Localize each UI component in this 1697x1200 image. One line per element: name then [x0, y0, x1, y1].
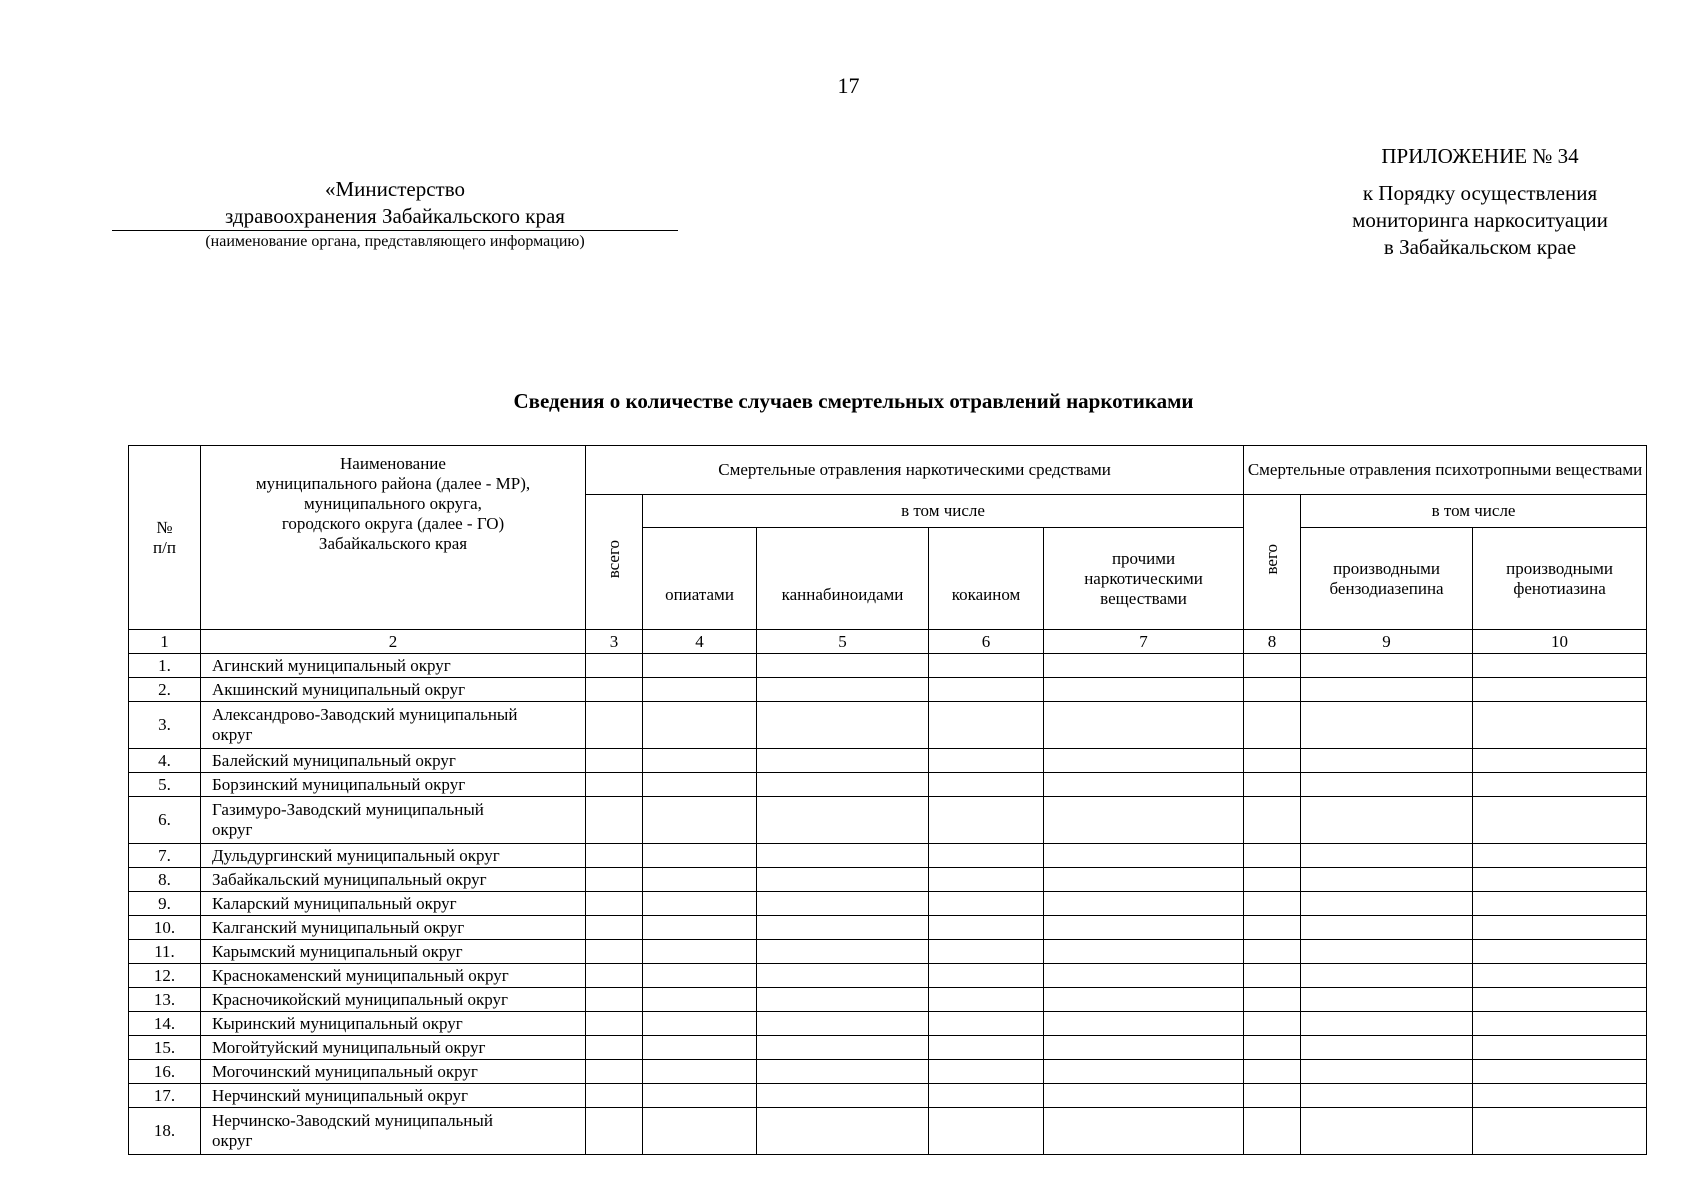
data-cell[interactable] — [586, 654, 643, 678]
column-number: 4 — [643, 630, 757, 654]
data-cell[interactable] — [1301, 1084, 1473, 1108]
column-number: 7 — [1044, 630, 1244, 654]
row-name-line: Краснокаменский муниципальный округ — [212, 965, 509, 985]
data-cell[interactable] — [1473, 940, 1647, 964]
data-cell[interactable] — [643, 892, 757, 916]
appendix-line3: в Забайкальском крае — [1383, 235, 1577, 259]
data-cell[interactable] — [586, 678, 643, 702]
header-num-cell — [129, 446, 201, 630]
data-cell[interactable] — [929, 940, 1044, 964]
data-cell[interactable] — [757, 988, 929, 1012]
table-row — [129, 654, 1647, 678]
data-cell[interactable] — [1044, 964, 1244, 988]
appendix-line1: к Порядку осуществления — [1362, 181, 1598, 205]
table-row — [129, 868, 1647, 892]
data-cell[interactable] — [1244, 749, 1301, 773]
data-cell[interactable] — [586, 1036, 643, 1060]
data-cell[interactable] — [757, 773, 929, 797]
table-row — [129, 964, 1647, 988]
row-number: 9. — [129, 892, 201, 916]
row-number: 5. — [129, 773, 201, 797]
header-phenothiazine-cell — [1473, 528, 1647, 630]
data-cell[interactable] — [586, 940, 643, 964]
row-name-cell — [201, 1036, 586, 1060]
header-phenothiazine-line: фенотиазина — [1513, 578, 1606, 598]
data-cell[interactable] — [643, 988, 757, 1012]
data-cell[interactable] — [1301, 1036, 1473, 1060]
page-number: 17 — [837, 73, 860, 98]
data-cell[interactable] — [1301, 702, 1473, 749]
data-cell[interactable] — [757, 916, 929, 940]
data-cell[interactable] — [1301, 868, 1473, 892]
data-cell[interactable] — [586, 1084, 643, 1108]
row-name-line: Калганский муниципальный округ — [212, 917, 465, 937]
data-cell[interactable] — [929, 773, 1044, 797]
column-number: 9 — [1301, 630, 1473, 654]
data-cell[interactable] — [929, 797, 1044, 844]
data-cell[interactable] — [757, 797, 929, 844]
data-cell[interactable] — [643, 940, 757, 964]
data-cell[interactable] — [1244, 1060, 1301, 1084]
data-cell[interactable] — [929, 988, 1044, 1012]
data-cell[interactable] — [1473, 1012, 1647, 1036]
data-cell[interactable] — [586, 964, 643, 988]
data-cell[interactable] — [929, 1108, 1044, 1155]
row-name-line: Могочинский муниципальный округ — [212, 1061, 478, 1081]
header-total-narcotic: всего — [604, 540, 623, 579]
row-name-cell — [201, 678, 586, 702]
table-row — [129, 844, 1647, 868]
table-row — [129, 797, 1647, 844]
row-name-cell — [201, 1012, 586, 1036]
data-cell[interactable] — [1301, 654, 1473, 678]
row-number: 2. — [129, 678, 201, 702]
data-cell[interactable] — [1301, 892, 1473, 916]
header-name-line: городского округа (далее - ГО) — [281, 514, 505, 533]
appendix-block — [1240, 143, 1697, 261]
row-number: 3. — [129, 702, 201, 749]
data-cell[interactable] — [1244, 797, 1301, 844]
data-cell[interactable] — [1244, 1108, 1301, 1155]
data-cell[interactable] — [586, 988, 643, 1012]
data-cell[interactable] — [1301, 773, 1473, 797]
data-cell[interactable] — [1301, 988, 1473, 1012]
row-number: 18. — [129, 1108, 201, 1155]
data-cell[interactable] — [1301, 916, 1473, 940]
data-cell[interactable] — [586, 844, 643, 868]
issuing-body-block — [112, 176, 678, 252]
data-cell[interactable] — [1473, 678, 1647, 702]
data-cell[interactable] — [1044, 1012, 1244, 1036]
data-cell[interactable] — [1044, 773, 1244, 797]
data-cell[interactable] — [1244, 773, 1301, 797]
row-number: 6. — [129, 797, 201, 844]
data-cell[interactable] — [1244, 654, 1301, 678]
data-cell[interactable] — [1244, 1036, 1301, 1060]
data-cell[interactable] — [586, 797, 643, 844]
row-number: 17. — [129, 1084, 201, 1108]
row-number: 1. — [129, 654, 201, 678]
data-cell[interactable] — [1473, 844, 1647, 868]
data-cell[interactable] — [586, 916, 643, 940]
column-number: 5 — [757, 630, 929, 654]
data-cell[interactable] — [1301, 749, 1473, 773]
row-name-line: Агинский муниципальный округ — [212, 655, 451, 675]
data-cell[interactable] — [1044, 916, 1244, 940]
data-cell[interactable] — [1301, 678, 1473, 702]
data-cell[interactable] — [1044, 844, 1244, 868]
table-row — [129, 988, 1647, 1012]
header-benzodiazepine-cell — [1301, 528, 1473, 630]
table-row — [129, 1108, 1647, 1155]
row-name-cell — [201, 1060, 586, 1084]
data-cell[interactable] — [1044, 1060, 1244, 1084]
data-cell[interactable] — [1044, 1036, 1244, 1060]
row-name-line: Кыринский муниципальный округ — [212, 1013, 463, 1033]
data-cell[interactable] — [586, 1060, 643, 1084]
data-cell[interactable] — [586, 868, 643, 892]
table-row — [129, 892, 1647, 916]
row-name-cell — [201, 844, 586, 868]
data-cell[interactable] — [1473, 773, 1647, 797]
data-cell[interactable] — [643, 773, 757, 797]
data-cell[interactable] — [1301, 797, 1473, 844]
column-number: 2 — [201, 630, 586, 654]
data-cell[interactable] — [1044, 678, 1244, 702]
data-cell[interactable] — [1044, 1108, 1244, 1155]
header-narcotic-group: Смертельные отравления наркотическими средствами — [586, 446, 1244, 495]
row-name-cell — [201, 868, 586, 892]
header-benzodiazepine-line: бензодиазепина — [1329, 578, 1444, 598]
poisoning-cases-table — [128, 445, 1647, 1155]
header-other-cell — [1044, 528, 1244, 630]
row-name-line: Балейский муниципальный округ — [212, 750, 456, 770]
row-name-cell — [201, 940, 586, 964]
header-total-narcotic-cell — [586, 495, 643, 630]
data-cell[interactable] — [586, 892, 643, 916]
data-cell[interactable] — [1044, 868, 1244, 892]
data-cell[interactable] — [643, 916, 757, 940]
data-cell[interactable] — [757, 1108, 929, 1155]
data-cell[interactable] — [1301, 1012, 1473, 1036]
table-row — [129, 749, 1647, 773]
header-name-line: Наименование — [340, 454, 446, 473]
row-name-cell — [201, 797, 586, 844]
row-name-cell — [201, 654, 586, 678]
data-cell[interactable] — [1473, 1108, 1647, 1155]
data-cell[interactable] — [1473, 1060, 1647, 1084]
row-name-line: Борзинский муниципальный округ — [212, 774, 466, 794]
data-cell[interactable] — [643, 844, 757, 868]
row-number: 11. — [129, 940, 201, 964]
data-cell[interactable] — [757, 844, 929, 868]
data-cell[interactable] — [1244, 916, 1301, 940]
data-cell[interactable] — [1044, 702, 1244, 749]
data-cell[interactable] — [1044, 1084, 1244, 1108]
table-row — [129, 1012, 1647, 1036]
data-cell[interactable] — [1044, 797, 1244, 844]
data-cell[interactable] — [586, 1108, 643, 1155]
header-cannabinoids: каннабиноидами — [757, 528, 929, 630]
data-cell[interactable] — [757, 1036, 929, 1060]
data-cell[interactable] — [929, 1012, 1044, 1036]
column-number: 6 — [929, 630, 1044, 654]
appendix-title: ПРИЛОЖЕНИЕ № 34 — [1381, 144, 1579, 168]
data-cell[interactable] — [929, 749, 1044, 773]
row-name-line: Могойтуйский муниципальный округ — [212, 1037, 486, 1057]
header-num-line: № — [156, 517, 173, 537]
data-cell[interactable] — [1301, 1108, 1473, 1155]
table-row — [129, 702, 1647, 749]
data-cell[interactable] — [757, 654, 929, 678]
row-name-cell — [201, 1084, 586, 1108]
data-cell[interactable] — [643, 964, 757, 988]
appendix-line2: мониторинга наркоситуации — [1352, 208, 1608, 232]
data-cell[interactable] — [643, 1108, 757, 1155]
data-cell[interactable] — [586, 702, 643, 749]
row-name-line: Александрово-Заводский муниципальный — [212, 705, 518, 724]
data-cell[interactable] — [1044, 940, 1244, 964]
data-cell[interactable] — [643, 678, 757, 702]
header-psychotropic-group: Смертельные отравления психотропными веществами — [1244, 446, 1647, 495]
data-cell[interactable] — [1473, 702, 1647, 749]
data-cell[interactable] — [757, 940, 929, 964]
table-row — [129, 1084, 1647, 1108]
issuing-body-line2: здравоохранения Забайкальского края — [112, 203, 678, 231]
data-cell[interactable] — [1044, 654, 1244, 678]
header-phenothiazine-line: производными — [1506, 558, 1613, 578]
header-num-line: п/п — [153, 537, 176, 557]
header-total-psychotropic: вего — [1262, 544, 1282, 575]
data-cell[interactable] — [1473, 1084, 1647, 1108]
header-including-narcotic: в том числе — [643, 495, 1244, 528]
header-including-psychotropic: в том числе — [1301, 495, 1647, 528]
data-cell[interactable] — [1473, 916, 1647, 940]
data-cell[interactable] — [929, 678, 1044, 702]
data-cell[interactable] — [643, 702, 757, 749]
data-cell[interactable] — [1473, 964, 1647, 988]
header-name-line: муниципального района (далее - МР), — [255, 474, 531, 493]
row-name-cell — [201, 964, 586, 988]
header-name-line: муниципального округа, — [304, 494, 482, 513]
data-cell[interactable] — [586, 1012, 643, 1036]
data-cell[interactable] — [586, 749, 643, 773]
header-name-cell — [201, 446, 586, 630]
data-cell[interactable] — [929, 868, 1044, 892]
data-cell[interactable] — [1244, 678, 1301, 702]
data-cell[interactable] — [1244, 702, 1301, 749]
data-cell[interactable] — [1473, 654, 1647, 678]
row-name-cell — [201, 1108, 586, 1155]
data-cell[interactable] — [1473, 892, 1647, 916]
column-number: 1 — [129, 630, 201, 654]
header-name-line: Забайкальского края — [318, 534, 468, 553]
header-total-psychotropic-cell — [1244, 495, 1301, 630]
data-cell[interactable] — [757, 678, 929, 702]
data-cell[interactable] — [1244, 844, 1301, 868]
row-name-line: Газимуро-Заводский муниципальный — [212, 800, 484, 819]
data-cell[interactable] — [929, 654, 1044, 678]
data-cell[interactable] — [757, 1012, 929, 1036]
data-cell[interactable] — [929, 1060, 1044, 1084]
row-number: 4. — [129, 749, 201, 773]
data-cell[interactable] — [757, 702, 929, 749]
row-name-line: Дульдургинский муниципальный округ — [212, 845, 500, 865]
header-cocaine: кокаином — [929, 528, 1044, 630]
data-cell[interactable] — [929, 964, 1044, 988]
issuing-body-line1: «Министерство — [325, 177, 465, 201]
data-cell[interactable] — [1301, 1060, 1473, 1084]
row-name-cell — [201, 988, 586, 1012]
data-cell[interactable] — [1044, 988, 1244, 1012]
header-other-line: веществами — [1100, 588, 1187, 608]
row-name-cell — [201, 749, 586, 773]
table-row — [129, 1060, 1647, 1084]
header-benzodiazepine-line: производными — [1333, 558, 1440, 578]
data-cell[interactable] — [1244, 868, 1301, 892]
data-cell[interactable] — [1244, 988, 1301, 1012]
document-title-wrap — [0, 389, 1697, 414]
table-row — [129, 1036, 1647, 1060]
row-name-cell — [201, 892, 586, 916]
header-opiates: опиатами — [643, 528, 757, 630]
document-title: Сведения о количестве случаев смертельных отравлений наркотиками — [513, 389, 1194, 413]
data-cell[interactable] — [1044, 892, 1244, 916]
data-cell[interactable] — [1473, 797, 1647, 844]
data-cell[interactable] — [1301, 964, 1473, 988]
data-cell[interactable] — [1244, 1084, 1301, 1108]
data-cell[interactable] — [643, 749, 757, 773]
data-cell[interactable] — [643, 797, 757, 844]
row-name-line: округ — [212, 1131, 253, 1150]
data-cell[interactable] — [1473, 749, 1647, 773]
row-name-line: Нерчинско-Заводский муниципальный — [212, 1111, 493, 1130]
data-cell[interactable] — [643, 1036, 757, 1060]
data-cell[interactable] — [586, 773, 643, 797]
data-cell[interactable] — [757, 1084, 929, 1108]
row-name-cell — [201, 773, 586, 797]
table-row — [129, 940, 1647, 964]
data-cell[interactable] — [1473, 1036, 1647, 1060]
table-row — [129, 916, 1647, 940]
row-number: 7. — [129, 844, 201, 868]
data-cell[interactable] — [1301, 844, 1473, 868]
data-cell[interactable] — [643, 1084, 757, 1108]
data-cell[interactable] — [929, 916, 1044, 940]
data-cell[interactable] — [643, 868, 757, 892]
column-number-row — [129, 630, 1647, 654]
data-cell[interactable] — [643, 654, 757, 678]
data-cell[interactable] — [757, 964, 929, 988]
row-number: 16. — [129, 1060, 201, 1084]
table-row — [129, 678, 1647, 702]
row-name-line: округ — [212, 725, 253, 744]
row-name-line: Красночикойский муниципальный округ — [212, 989, 509, 1009]
data-cell[interactable] — [1244, 964, 1301, 988]
row-name-line: Акшинский муниципальный округ — [212, 679, 466, 699]
data-cell[interactable] — [757, 892, 929, 916]
row-name-line: Карымский муниципальный округ — [212, 941, 463, 961]
data-cell[interactable] — [643, 1060, 757, 1084]
data-cell[interactable] — [929, 1084, 1044, 1108]
data-cell[interactable] — [1473, 988, 1647, 1012]
row-name-line: округ — [212, 820, 253, 839]
header-other-line: наркотическими — [1084, 568, 1203, 588]
data-cell[interactable] — [1044, 749, 1244, 773]
data-cell[interactable] — [1244, 1012, 1301, 1036]
data-cell[interactable] — [929, 892, 1044, 916]
row-name-line: Нерчинский муниципальный округ — [212, 1085, 468, 1105]
data-cell[interactable] — [757, 1060, 929, 1084]
row-name-line: Каларский муниципальный округ — [212, 893, 457, 913]
row-number: 14. — [129, 1012, 201, 1036]
row-name-line: Забайкальский муниципальный округ — [212, 869, 487, 889]
data-cell[interactable] — [643, 1012, 757, 1036]
row-number: 12. — [129, 964, 201, 988]
data-cell[interactable] — [1244, 940, 1301, 964]
data-cell[interactable] — [1301, 940, 1473, 964]
row-name-cell — [201, 702, 586, 749]
column-number: 8 — [1244, 630, 1301, 654]
row-number: 13. — [129, 988, 201, 1012]
data-cell[interactable] — [929, 844, 1044, 868]
row-name-cell — [201, 916, 586, 940]
data-cell[interactable] — [929, 702, 1044, 749]
data-cell[interactable] — [757, 868, 929, 892]
column-number: 3 — [586, 630, 643, 654]
header-other-line: прочими — [1111, 548, 1176, 568]
data-cell[interactable] — [929, 1036, 1044, 1060]
row-number: 15. — [129, 1036, 201, 1060]
column-number: 10 — [1473, 630, 1647, 654]
issuing-body-caption: (наименование органа, представляющего информацию) — [205, 233, 585, 250]
data-cell[interactable] — [757, 749, 929, 773]
row-number: 10. — [129, 916, 201, 940]
data-cell[interactable] — [1473, 868, 1647, 892]
row-number: 8. — [129, 868, 201, 892]
table-row — [129, 773, 1647, 797]
data-cell[interactable] — [1244, 892, 1301, 916]
